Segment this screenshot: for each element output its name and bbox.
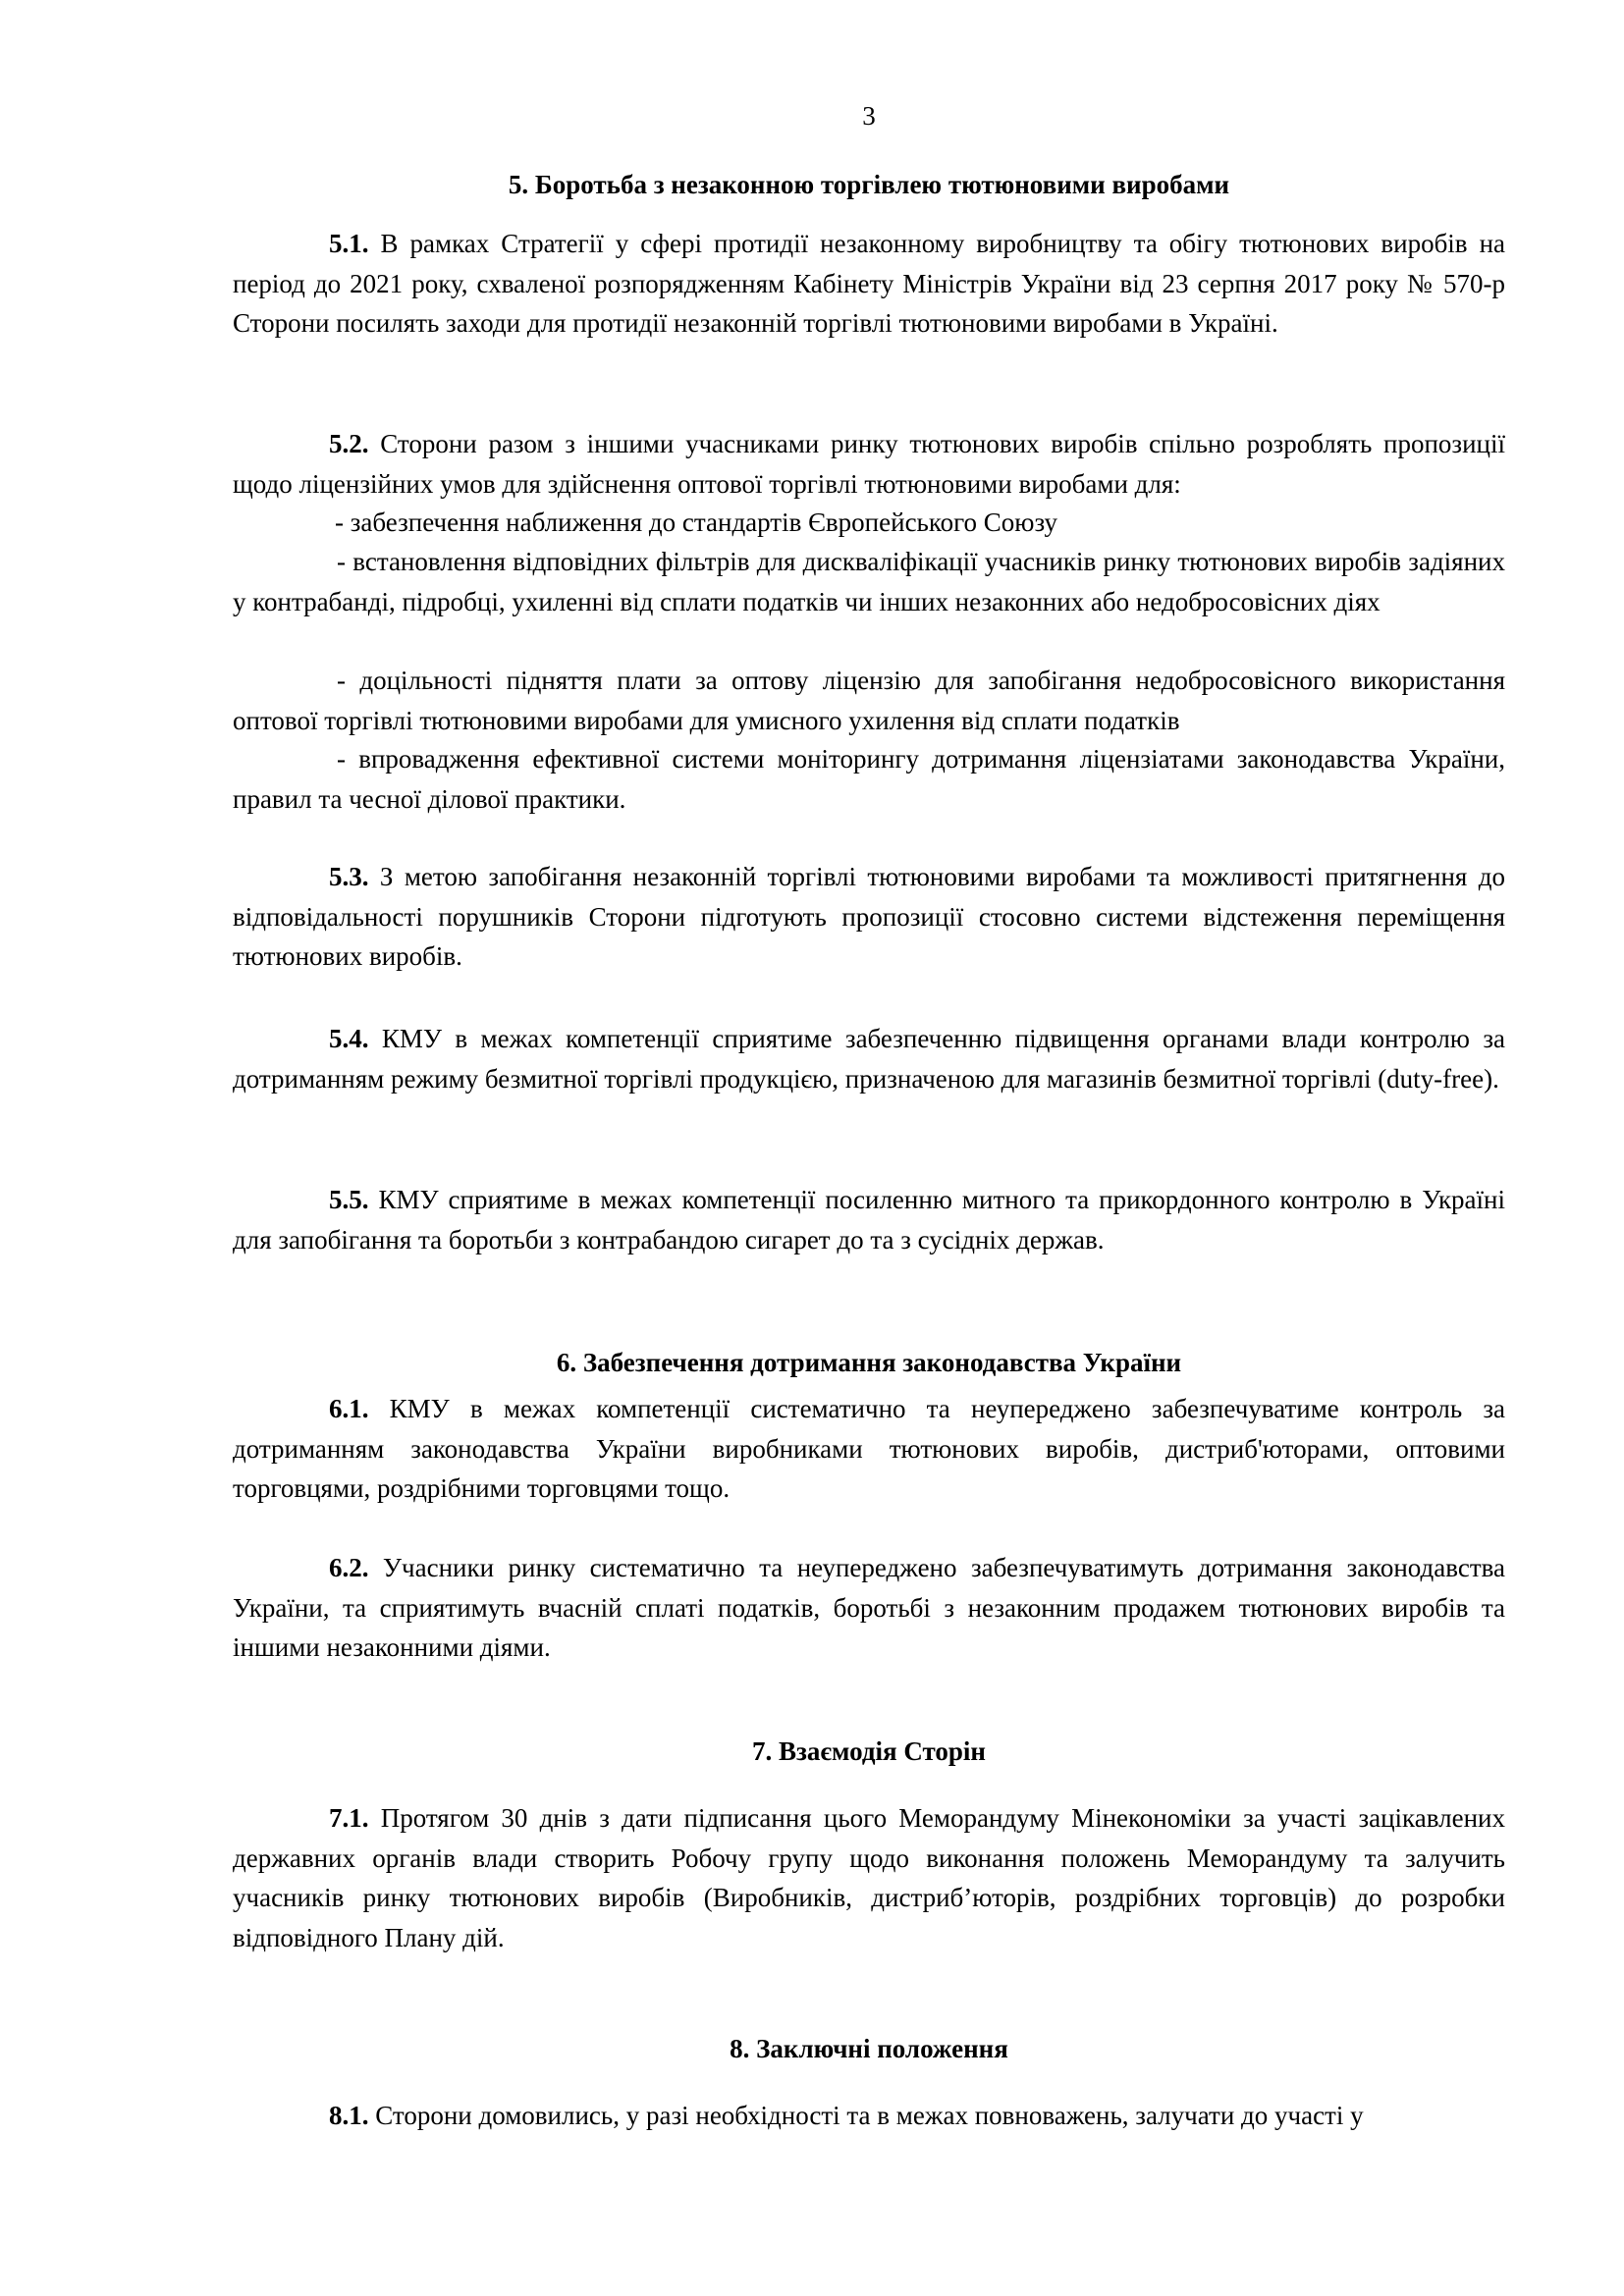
- section-6-heading: 6. Забезпечення дотримання законодавства України: [556, 1348, 1182, 1377]
- paragraph-number: 8.1.: [329, 2101, 369, 2130]
- paragraph-text: КМУ в межах компетенції систематично та неупереджено забезпечуватиме контроль за дотриманням законодавства України виробниками тютюнових виробів, дистриб'юторами, оптовими торговцями, роздрібними торговцями тощо.: [233, 1394, 1505, 1503]
- paragraph-number: 5.4.: [329, 1024, 369, 1053]
- paragraph-5-2: [233, 424, 1505, 504]
- paragraph-number: 5.1.: [329, 229, 369, 258]
- list-item: - забезпечення наближення до стандартів Європейського Союзу: [335, 507, 1058, 537]
- paragraph-number: 6.2.: [329, 1553, 369, 1582]
- list-item: - доцільності підняття плати за оптову ліцензію для запобігання недобросовісного використання оптової торгівлі тютюновими виробами для умисного ухилення від сплати податків: [233, 666, 1505, 735]
- paragraph-number: 5.2.: [329, 429, 369, 458]
- paragraph-5-5: [233, 1180, 1505, 1259]
- section-5-heading: 5. Боротьба з незаконною торгівлею тютюновими виробами: [508, 170, 1230, 199]
- paragraph-number: 6.1.: [329, 1394, 369, 1423]
- paragraph-text: З метою запобігання незаконній торгівлі тютюновими виробами та можливості притягнення до відповідальності порушників Сторони підготують пропозиції стосовно системи відстеження переміщення тютюнових виробів.: [233, 862, 1505, 971]
- list-item: - впровадження ефективної системи моніторингу дотримання ліцензіатами законодавства України, правил та чесної ділової практики.: [233, 744, 1505, 814]
- paragraph-text: КМУ сприятиме в межах компетенції посиленню митного та прикордонного контролю в Україні для запобігання та боротьби з контрабандою сигарет до та з сусідніх держав.: [233, 1185, 1505, 1255]
- paragraph-5-3: [233, 857, 1505, 977]
- paragraph-8-1: [233, 2096, 1505, 2136]
- paragraph-text: Протягом 30 днів з дати підписання цього Меморандуму Мінекономіки за участі зацікавлених державних органів влади створить Робочу групу щодо виконання положень Меморандуму та залучить учасників ринку тютюнових виробів (Виробників, дистриб’юторів, роздрібних торговців) до розробки відповідного Плану дій.: [233, 1803, 1505, 1952]
- paragraph-6-2: [233, 1548, 1505, 1668]
- paragraph-text: Сторони разом з іншими учасниками ринку тютюнових виробів спільно розроблять пропозиції щодо ліцензійних умов для здійснення оптової торгівлі тютюновими виробами для:: [233, 429, 1505, 499]
- paragraph-7-1: [233, 1798, 1505, 1957]
- section-8-heading: 8. Заключні положення: [730, 2034, 1008, 2063]
- paragraph-number: 5.3.: [329, 862, 369, 891]
- page-number: 3: [862, 101, 876, 131]
- paragraph-text: Учасники ринку систематично та неупереджено забезпечуватимуть дотримання законодавства України, та сприятимуть вчасній сплаті податків, боротьбі з незаконним продажем тютюнових виробів та іншими незаконними діями.: [233, 1553, 1505, 1662]
- paragraph-number: 5.5.: [329, 1185, 369, 1214]
- paragraph-number: 7.1.: [329, 1803, 369, 1833]
- paragraph-text: В рамках Стратегії у сфері протидії незаконному виробництву та обігу тютюнових виробів на період до 2021 року, схваленої розпорядженням Кабінету Міністрів України від 23 серпня 2017 року № 570-р Сторони посилять заходи для протидії незаконній торгівлі тютюновими виробами в Україні.: [233, 229, 1505, 338]
- paragraph-text: Сторони домовились, у разі необхідності та в межах повноважень, залучати до участі у: [368, 2101, 1364, 2130]
- list-item: - встановлення відповідних фільтрів для дискваліфікації учасників ринку тютюнових виробів задіяних у контрабанді, підробці, ухиленні від сплати податків чи інших незаконних або недобросовісних діях: [233, 547, 1505, 616]
- paragraph-text: КМУ в межах компетенції сприятиме забезпеченню підвищення органами влади контролю за дотриманням режиму безмитної торгівлі продукцією, призначеною для магазинів безмитної торгівлі (duty-free).: [233, 1024, 1505, 1094]
- section-7-heading: 7. Взаємодія Сторін: [752, 1736, 986, 1766]
- paragraph-5-1: [233, 224, 1505, 344]
- paragraph-5-4: [233, 1019, 1505, 1098]
- paragraph-6-1: [233, 1389, 1505, 1509]
